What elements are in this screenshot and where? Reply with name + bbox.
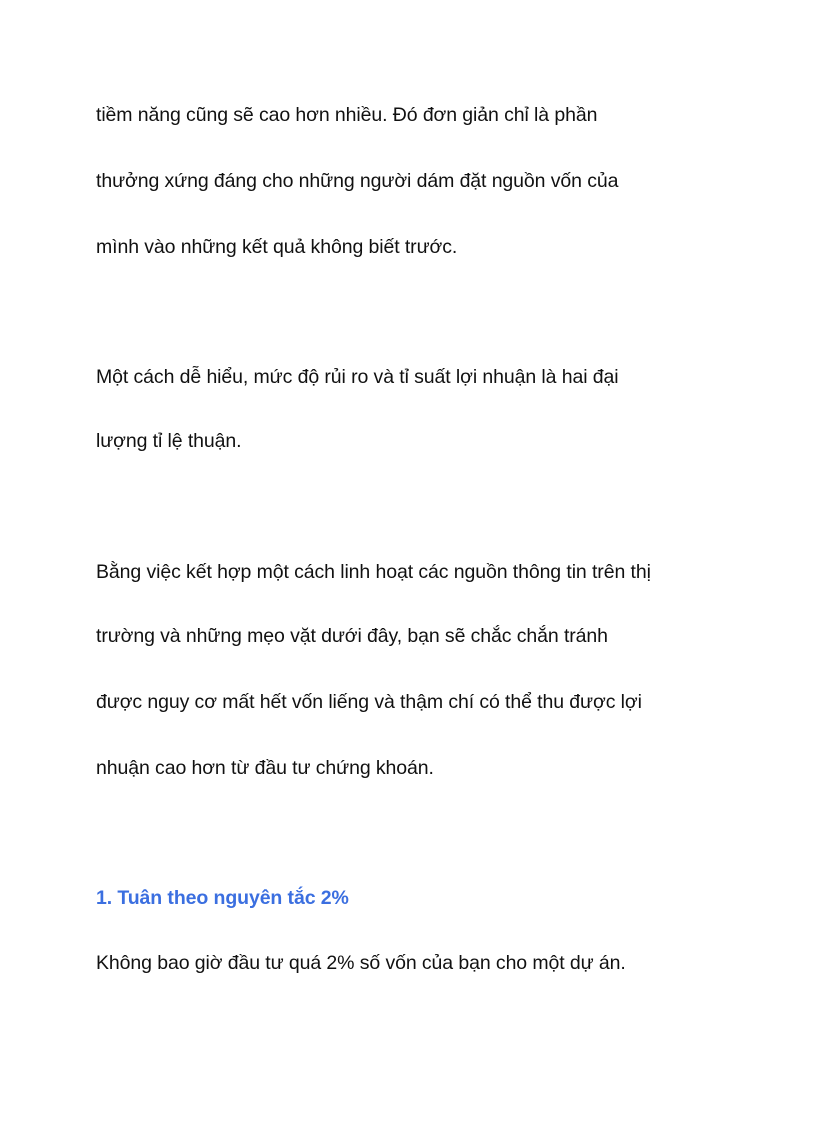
section-heading: 1. Tuân theo nguyên tắc 2%: [96, 887, 349, 909]
paragraph-2-line-2: lượng tỉ lệ thuận.: [96, 430, 242, 452]
paragraph-1-line-3: mình vào những kết quả không biết trước.: [96, 236, 458, 258]
paragraph-3-line-3: được nguy cơ mất hết vốn liếng và thậm chí có thể thu được lợi: [96, 691, 642, 713]
paragraph-3-line-1: Bằng việc kết hợp một cách linh hoạt các nguồn thông tin trên thị: [96, 561, 651, 583]
paragraph-2-line-1: Một cách dễ hiểu, mức độ rủi ro và tỉ suất lợi nhuận là hai đại: [96, 366, 619, 388]
paragraph-3-line-2: trường và những mẹo vặt dưới đây, bạn sẽ chắc chắn tránh: [96, 625, 608, 647]
paragraph-1-line-1: tiềm năng cũng sẽ cao hơn nhiều. Đó đơn giản chỉ là phần: [96, 104, 598, 126]
paragraph-4-line-1: Không bao giờ đầu tư quá 2% số vốn của bạn cho một dự án.: [96, 952, 626, 974]
paragraph-3-line-4: nhuận cao hơn từ đầu tư chứng khoán.: [96, 757, 434, 779]
paragraph-1-line-2: thưởng xứng đáng cho những người dám đặt nguồn vốn của: [96, 170, 619, 192]
